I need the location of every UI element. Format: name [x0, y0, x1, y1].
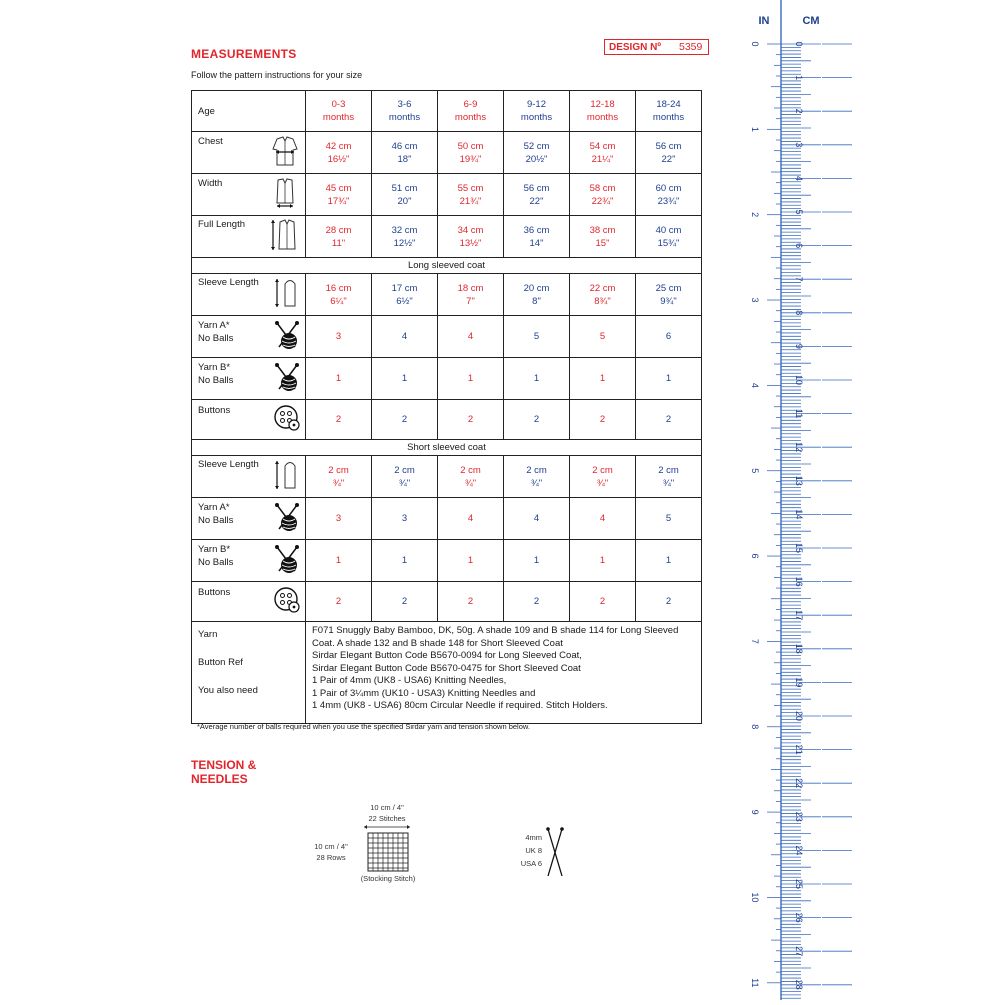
table-cell: months — [322, 112, 355, 123]
table-cell: 42 cm — [325, 140, 352, 152]
table-cell: 12-18 — [590, 99, 615, 110]
ruler-inch-number: 9 — [750, 809, 760, 815]
ruler-cm-number: 16 — [794, 576, 804, 587]
table-cell: 6-9 — [463, 99, 478, 110]
ruler-cm-number: 17 — [794, 610, 804, 621]
table-cell: 8" — [532, 295, 541, 307]
table-cell: 23¾" — [657, 195, 680, 207]
table-row-width — [192, 174, 702, 216]
table-cell: 1 — [438, 358, 504, 400]
ruler-inch-number: 1 — [750, 126, 760, 132]
table-cell: 2 cm — [328, 464, 349, 476]
table-cell: 58 cm — [589, 182, 616, 194]
tension-title — [191, 758, 256, 786]
width-diagram-icon — [269, 177, 301, 213]
table-cell: 2 — [504, 400, 570, 440]
table-cell: 32 cm — [391, 224, 418, 236]
table-cell: 2 — [570, 400, 636, 440]
ruler-inch-number: 0 — [750, 41, 760, 47]
table-cell: 22" — [661, 153, 676, 165]
table-cell: 2 — [636, 400, 702, 440]
ruler-cm-number: 7 — [794, 276, 804, 282]
table-cell: 16½" — [327, 153, 350, 165]
ruler-inch-number: 4 — [750, 382, 760, 388]
ruler-cm-number: 12 — [794, 442, 804, 453]
ruler-cm-number: 13 — [794, 475, 804, 486]
table-cell: 3 — [306, 316, 372, 358]
table-cell: 2 — [306, 582, 372, 622]
table-cell: 5 — [570, 316, 636, 358]
yarn-ball-icon — [273, 319, 301, 355]
table-cell: 25 cm — [655, 282, 682, 294]
table-cell: ¾" — [464, 477, 477, 489]
measuring-ruler — [738, 0, 1000, 1000]
table-cell: 60 cm — [655, 182, 682, 194]
ruler-inch-number: 5 — [750, 468, 760, 474]
table-cell: 1 — [372, 540, 438, 582]
ruler-inch-number: 3 — [750, 297, 760, 303]
table-cell: 28 cm — [325, 224, 352, 236]
also-need-label: You also need — [198, 685, 258, 696]
row-label: Width — [198, 177, 223, 189]
ruler-inch-number: 2 — [750, 212, 760, 218]
table-cell: 2 — [438, 400, 504, 440]
tension-title-line: NEEDLES — [191, 772, 248, 786]
table-row-long-yarn-a — [192, 316, 702, 358]
table-row-full-length — [192, 216, 702, 258]
table-row-long-sleeve — [192, 274, 702, 316]
intro-text: Follow the pattern instructions for your size — [191, 70, 363, 80]
section-row-long — [192, 258, 702, 274]
row-label: No Balls — [198, 514, 234, 526]
footnote: *Average number of balls required when you use the specified Sirdar yarn and tension shown below. — [197, 722, 530, 731]
ruler-inch-number: 11 — [750, 978, 760, 988]
table-cell: ¾" — [596, 477, 609, 489]
table-cell: 1 — [636, 540, 702, 582]
sleeve-diagram-icon — [273, 276, 301, 314]
table-row-notes — [192, 622, 702, 724]
ruler-cm-number: 18 — [794, 643, 804, 654]
tension-rows-label: 28 Rows — [316, 853, 346, 862]
table-cell: 4 — [372, 316, 438, 358]
table-cell: 2 cm — [592, 464, 613, 476]
table-cell: 16 cm — [325, 282, 352, 294]
table-cell: 6½" — [396, 295, 413, 307]
table-row-short-buttons — [192, 582, 702, 622]
table-cell: 17 cm — [391, 282, 418, 294]
table-cell: 1 — [306, 358, 372, 400]
button-ref-label: Button Ref — [198, 657, 243, 668]
table-cell: 3 — [306, 498, 372, 540]
button-icon — [273, 404, 301, 436]
table-cell: 56 cm — [655, 140, 682, 152]
table-cell: 3 — [372, 498, 438, 540]
table-cell: 6 — [636, 316, 702, 358]
table-cell: months — [520, 112, 553, 123]
tension-title-line: TENSION & — [191, 758, 257, 772]
table-cell: 1 — [570, 358, 636, 400]
table-cell: 2 — [636, 582, 702, 622]
tension-square-icon — [362, 824, 414, 874]
ruler-cm-number: 3 — [794, 142, 804, 148]
ruler-in-label: IN — [758, 15, 770, 27]
row-label: No Balls — [198, 332, 234, 344]
table-cell: 17¾" — [327, 195, 350, 207]
table-cell: 36 cm — [523, 224, 550, 236]
table-cell: 1 — [504, 358, 570, 400]
table-cell: 18-24 — [656, 99, 681, 110]
measurements-table — [191, 90, 702, 724]
row-label: Yarn A* — [198, 319, 230, 331]
ruler-graphic — [738, 0, 1000, 1000]
needles-icon — [544, 826, 566, 880]
table-cell: 11" — [331, 237, 346, 249]
table-cell: 22" — [529, 195, 544, 207]
ruler-cm-number: 21 — [794, 744, 804, 755]
table-cell: 5 — [636, 498, 702, 540]
table-cell: 7" — [466, 295, 475, 307]
row-label: Buttons — [198, 586, 231, 598]
ruler-cm-number: 25 — [794, 878, 804, 890]
table-cell: 51 cm — [391, 182, 418, 194]
notes-labels — [192, 622, 306, 724]
ruler-cm-number: 0 — [794, 41, 804, 47]
page-title: MEASUREMENTS — [191, 47, 297, 61]
section-title: Short sleeved coat — [192, 440, 702, 456]
ruler-cm-label: CM — [802, 15, 820, 27]
sleeve-diagram-icon — [273, 458, 301, 496]
table-row-long-yarn-b — [192, 358, 702, 400]
table-row-short-yarn-b — [192, 540, 702, 582]
notes-text — [306, 622, 702, 724]
ruler-cm-number: 27 — [794, 946, 804, 957]
design-label: DESIGN Nº — [609, 42, 661, 53]
ruler-cm-number: 2 — [794, 108, 804, 114]
table-cell: 9¾" — [660, 295, 677, 307]
table-cell: 1 — [504, 540, 570, 582]
table-row-long-buttons — [192, 400, 702, 440]
table-cell: 1 — [438, 540, 504, 582]
tension-width-label: 10 cm / 4" — [370, 803, 404, 812]
ruler-cm-number: 9 — [794, 343, 804, 349]
ruler-cm-number: 1 — [794, 75, 804, 81]
note-line: Sirdar Elegant Button Code B5670-0475 for Short Sleeved Coat — [312, 662, 581, 674]
table-cell: 15¾" — [657, 237, 680, 249]
table-cell: 15" — [595, 237, 610, 249]
table-row-chest — [192, 132, 702, 174]
table-cell: 13½" — [459, 237, 482, 249]
table-cell: 52 cm — [523, 140, 550, 152]
table-cell: 1 — [636, 358, 702, 400]
section-row-short — [192, 440, 702, 456]
table-cell: 20 cm — [523, 282, 550, 294]
table-cell: ¾" — [332, 477, 345, 489]
design-number-box — [604, 39, 709, 55]
ruler-cm-number: 14 — [794, 509, 804, 520]
row-label: Chest — [198, 135, 223, 147]
table-cell: 2 cm — [658, 464, 679, 476]
table-cell: 1 — [306, 540, 372, 582]
table-cell: 2 — [306, 400, 372, 440]
table-cell: 4 — [438, 316, 504, 358]
table-cell: 14" — [529, 237, 544, 249]
ruler-cm-number: 20 — [794, 710, 804, 722]
row-label: Yarn A* — [198, 501, 230, 513]
ruler-cm-number: 19 — [794, 677, 804, 688]
row-label: Sleeve Length — [198, 458, 259, 470]
table-cell: 2 cm — [526, 464, 547, 476]
table-cell: months — [652, 112, 685, 123]
yarn-label: Yarn — [198, 629, 218, 640]
note-line: 1 Pair of 3¼mm (UK10 - USA3) Knitting Needles and — [312, 687, 536, 699]
row-label: No Balls — [198, 556, 234, 568]
table-row-short-yarn-a — [192, 498, 702, 540]
length-diagram-icon — [269, 218, 301, 256]
table-cell: 4 — [504, 498, 570, 540]
table-cell: 40 cm — [655, 224, 682, 236]
table-cell: 21¼" — [591, 153, 614, 165]
table-cell: 5 — [504, 316, 570, 358]
ruler-cm-number: 24 — [794, 845, 804, 856]
yarn-ball-icon — [273, 361, 301, 397]
needle-mm-label: 4mm — [525, 833, 542, 842]
table-cell: 6¼" — [330, 295, 347, 307]
table-cell: 55 cm — [457, 182, 484, 194]
table-cell: 2 — [372, 582, 438, 622]
note-line: 1 Pair of 4mm (UK8 - USA6) Knitting Needles, — [312, 675, 507, 686]
table-cell: 4 — [438, 498, 504, 540]
table-cell: 2 — [504, 582, 570, 622]
ruler-cm-number: 8 — [794, 310, 804, 316]
ruler-inch-number: 7 — [750, 638, 760, 644]
table-cell: 20½" — [525, 153, 548, 165]
ruler-cm-number: 23 — [794, 811, 804, 822]
table-cell: 50 cm — [457, 140, 484, 152]
ruler-cm-number: 11 — [794, 408, 804, 419]
table-cell: 56 cm — [523, 182, 550, 194]
note-line: F071 Snuggly Baby Bamboo, DK, 50g. A shade 109 and B shade 114 for Long Sleeved — [312, 625, 679, 636]
table-cell: ¾" — [530, 477, 543, 489]
row-label: No Balls — [198, 374, 234, 386]
row-label: Buttons — [198, 404, 231, 416]
ruler-inch-number: 8 — [750, 724, 760, 730]
table-cell: ¾" — [398, 477, 411, 489]
table-cell: 2 — [438, 582, 504, 622]
note-line: Coat. A shade 132 and B shade 148 for Short Sleeved Coat — [312, 637, 563, 649]
table-cell: 2 — [570, 582, 636, 622]
table-cell: 38 cm — [589, 224, 616, 236]
ruler-inch-number: 10 — [750, 892, 760, 903]
table-cell: 22¾" — [591, 195, 614, 207]
ruler-cm-number: 22 — [794, 778, 804, 789]
tension-height-label: 10 cm / 4" — [314, 842, 348, 851]
table-cell: 45 cm — [325, 182, 352, 194]
table-cell: 2 cm — [460, 464, 481, 476]
tension-stitches-label: 22 Stitches — [368, 814, 406, 823]
ruler-cm-number: 6 — [794, 243, 804, 249]
row-label: Yarn B* — [198, 361, 231, 373]
note-line: 1 4mm (UK8 - USA6) 80cm Circular Needle if required. Stitch Holders. — [312, 700, 608, 711]
table-cell: 20" — [397, 195, 412, 207]
row-label: Age — [192, 91, 306, 132]
table-cell: 34 cm — [457, 224, 484, 236]
table-cell: 18" — [397, 153, 412, 165]
needle-uk-label: UK 8 — [525, 846, 542, 855]
design-number: 5359 — [679, 41, 703, 53]
ruler-cm-number: 15 — [794, 542, 804, 554]
table-cell: 21¾" — [459, 195, 482, 207]
table-cell: 4 — [570, 498, 636, 540]
row-label: Yarn B* — [198, 543, 231, 555]
needle-usa-label: USA 6 — [520, 859, 542, 868]
chest-diagram-icon — [269, 135, 301, 171]
table-cell: 12½" — [393, 237, 416, 249]
table-cell: 46 cm — [391, 140, 418, 152]
ruler-cm-number: 28 — [794, 979, 804, 990]
table-cell: ¾" — [662, 477, 675, 489]
table-cell: 8¾" — [594, 295, 611, 307]
table-cell: 3-6 — [397, 99, 412, 110]
table-cell: 1 — [570, 540, 636, 582]
table-row-age — [192, 91, 702, 132]
table-cell: 0-3 — [331, 99, 346, 110]
tension-stitch-type: (Stocking Stitch) — [360, 874, 416, 883]
yarn-ball-icon — [273, 543, 301, 579]
table-cell: 9-12 — [526, 99, 546, 110]
button-icon — [273, 586, 301, 618]
table-cell: months — [454, 112, 487, 123]
yarn-ball-icon — [273, 501, 301, 537]
ruler-cm-number: 4 — [794, 175, 804, 181]
table-cell: 2 — [372, 400, 438, 440]
table-cell: 22 cm — [589, 282, 616, 294]
ruler-cm-number: 10 — [794, 374, 804, 386]
row-label: Full Length — [198, 218, 246, 230]
table-cell: months — [388, 112, 421, 123]
table-cell: 2 cm — [394, 464, 415, 476]
row-label: Sleeve Length — [198, 276, 259, 288]
table-cell: 54 cm — [589, 140, 616, 152]
table-cell: months — [586, 112, 619, 123]
table-row-short-sleeve — [192, 456, 702, 498]
ruler-cm-number: 5 — [794, 209, 804, 215]
section-title: Long sleeved coat — [192, 258, 702, 274]
ruler-cm-number: 26 — [794, 912, 804, 923]
ruler-inch-number: 6 — [750, 553, 760, 559]
table-cell: 1 — [372, 358, 438, 400]
table-cell: 19¾" — [459, 153, 482, 165]
note-line: Sirdar Elegant Button Code B5670-0094 for Long Sleeved Coat, — [312, 650, 582, 661]
table-cell: 18 cm — [457, 282, 484, 294]
